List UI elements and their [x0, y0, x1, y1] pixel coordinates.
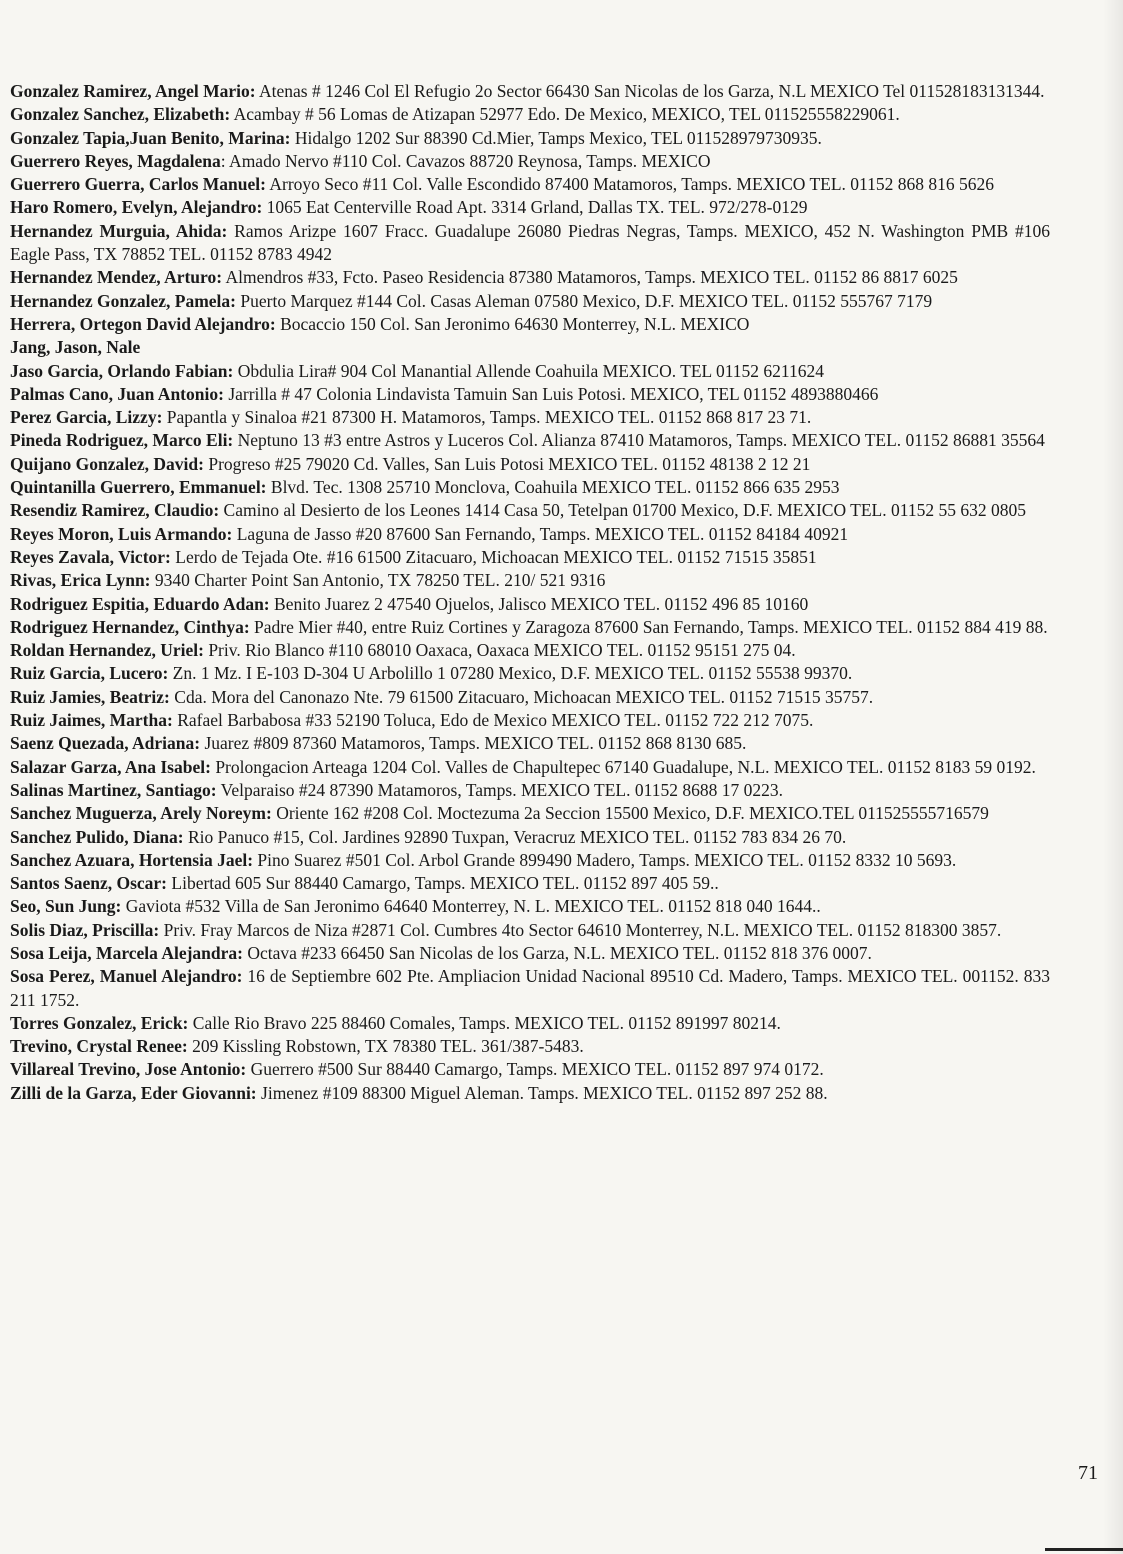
- entry-detail: Bocaccio 150 Col. San Jeronimo 64630 Monterrey, N.L. MEXICO: [275, 313, 750, 334]
- directory-entry: [10, 523, 1050, 546]
- directory-entry: [10, 709, 1050, 732]
- entry-detail: Obdulia Lira# 904 Col Manantial Allende Coahuila MEXICO. TEL 01152 6211624: [233, 360, 825, 381]
- directory-entry: [10, 173, 1050, 196]
- entry-name: Rodriguez Espitia, Eduardo Adan:: [10, 593, 270, 614]
- entry-name: Rodriguez Hernandez, Cinthya:: [10, 616, 250, 637]
- entry-name: Haro Romero, Evelyn, Alejandro:: [10, 197, 263, 218]
- entry-name: Perez Garcia, Lizzy:: [10, 407, 163, 428]
- directory-entry: [10, 360, 1050, 383]
- entry-name: Salazar Garza, Ana Isabel:: [10, 756, 211, 777]
- directory-entry: [10, 616, 1050, 639]
- entry-detail: Priv. Fray Marcos de Niza #2871 Col. Cumbres 4to Sector 64610 Monterrey, N.L. MEXICO TEL. 01152 818300 3857.: [159, 919, 1002, 940]
- entry-detail: Cda. Mora del Canonazo Nte. 79 61500 Zitacuaro, Michoacan MEXICO TEL. 01152 71515 35757.: [169, 686, 874, 707]
- entry-detail: : Amado Nervo #110 Col. Cavazos 88720 Reynosa, Tamps. MEXICO: [220, 150, 711, 171]
- entry-name: Trevino, Crystal Renee:: [10, 1036, 188, 1057]
- directory-entry: [10, 965, 1050, 1012]
- directory-entry: [10, 779, 1050, 802]
- entry-name: Zilli de la Garza, Eder Giovanni:: [10, 1082, 257, 1103]
- directory-entry: [10, 872, 1050, 895]
- entry-name: Palmas Cano, Juan Antonio:: [10, 383, 224, 404]
- entry-name: Pineda Rodriguez, Marco Eli:: [10, 430, 234, 451]
- entry-name: Solis Diaz, Priscilla:: [10, 919, 160, 940]
- entry-detail: Padre Mier #40, entre Ruiz Cortines y Zaragoza 87600 San Fernando, Tamps. MEXICO TEL. 01152 884 419 88.: [249, 616, 1048, 637]
- directory-entry: [10, 290, 1050, 313]
- directory-entry: [10, 942, 1050, 965]
- directory-entry: [10, 150, 1050, 173]
- directory-list: [10, 80, 1050, 1105]
- entry-detail: Progreso #25 79020 Cd. Valles, San Luis Potosi MEXICO TEL. 01152 48138 2 12 21: [203, 453, 811, 474]
- directory-entry: [10, 476, 1050, 499]
- entry-detail: Ramos Arizpe 1607 Fracc. Guadalupe 26080 Piedras Negras, Tamps. MEXICO, 452 N. Washington PMB #106 Eagle Pass, TX 78852 TEL. 01152 8783 4942: [10, 220, 1050, 265]
- directory-entry: [10, 336, 1050, 359]
- entry-name: Seo, Sun Jung:: [10, 896, 122, 917]
- entry-name: Saenz Quezada, Adriana:: [10, 733, 201, 754]
- directory-entry: [10, 569, 1050, 592]
- entry-name: Sosa Leija, Marcela Alejandra:: [10, 942, 243, 963]
- directory-entry: [10, 127, 1050, 150]
- entry-name: Gonzalez Tapia,Juan Benito, Marina:: [10, 127, 291, 148]
- entry-detail: Jarrilla # 47 Colonia Lindavista Tamuin San Luis Potosi. MEXICO, TEL 01152 4893880466: [223, 383, 879, 404]
- entry-name: Quintanilla Guerrero, Emmanuel:: [10, 477, 267, 498]
- entry-detail: 209 Kissling Robstown, TX 78380 TEL. 361/387-5483.: [187, 1036, 584, 1057]
- entry-detail: Calle Rio Bravo 225 88460 Comales, Tamps. MEXICO TEL. 01152 891997 80214.: [188, 1012, 781, 1033]
- directory-entry: [10, 196, 1050, 219]
- entry-detail: Puerto Marquez #144 Col. Casas Aleman 07580 Mexico, D.F. MEXICO TEL. 01152 555767 7179: [236, 290, 933, 311]
- entry-name: Ruiz Garcia, Lucero:: [10, 663, 169, 684]
- directory-entry: [10, 1058, 1050, 1081]
- directory-entry: [10, 546, 1050, 569]
- directory-entry: [10, 1035, 1050, 1058]
- entry-name: Ruiz Jamies, Beatriz:: [10, 686, 170, 707]
- directory-entry: [10, 429, 1050, 452]
- entry-name: Ruiz Jaimes, Martha:: [10, 710, 173, 731]
- entry-detail: 16 de Septiembre 602 Pte. Ampliacion Unidad Nacional 89510 Cd. Madero, Tamps. MEXICO TEL. 001152. 833 211 1752.: [10, 966, 1050, 1010]
- entry-name: Villareal Trevino, Jose Antonio:: [10, 1059, 247, 1080]
- entry-name: Salinas Martinez, Santiago:: [10, 779, 217, 800]
- corner-mark: [1045, 1548, 1123, 1551]
- entry-name: Quijano Gonzalez, David:: [10, 453, 204, 474]
- entry-detail: Hidalgo 1202 Sur 88390 Cd.Mier, Tamps Mexico, TEL 011528979730935.: [290, 127, 822, 148]
- entry-name: Sanchez Azuara, Hortensia Jael:: [10, 849, 254, 870]
- entry-detail: Acambay # 56 Lomas de Atizapan 52977 Edo. De Mexico, MEXICO, TEL 011525558229061.: [230, 104, 900, 125]
- entry-detail: Velparaiso #24 87390 Matamoros, Tamps. MEXICO TEL. 01152 8688 17 0223.: [216, 779, 783, 800]
- directory-entry: [10, 639, 1050, 662]
- page-number: 71: [1078, 1462, 1098, 1484]
- entry-detail: Zn. 1 Mz. I E-103 D-304 U Arbolillo 1 07280 Mexico, D.F. MEXICO TEL. 01152 55538 99370.: [168, 663, 853, 684]
- entry-name: Resendiz Ramirez, Claudio:: [10, 500, 220, 521]
- entry-name: Hernandez Murguia, Ahida:: [10, 220, 228, 241]
- entry-detail: Libertad 605 Sur 88440 Camargo, Tamps. MEXICO TEL. 01152 897 405 59..: [167, 873, 719, 894]
- entry-detail: Pino Suarez #501 Col. Arbol Grande 899490 Madero, Tamps. MEXICO TEL. 01152 8332 10 5693.: [253, 849, 957, 870]
- entry-detail: Neptuno 13 #3 entre Astros y Luceros Col. Alianza 87410 Matamoros, Tamps. MEXICO TEL. 01152 86881 35564: [233, 430, 1045, 451]
- entry-detail: Laguna de Jasso #20 87600 San Fernando, Tamps. MEXICO TEL. 01152 84184 40921: [232, 523, 849, 544]
- directory-entry: [10, 220, 1050, 267]
- entry-detail: Almendros #33, Fcto. Paseo Residencia 87380 Matamoros, Tamps. MEXICO TEL. 01152 86 8817 6025: [222, 267, 958, 288]
- directory-entry: [10, 453, 1050, 476]
- entry-name: Hernandez Gonzalez, Pamela:: [10, 290, 236, 311]
- entry-name: Reyes Moron, Luis Armando:: [10, 523, 233, 544]
- directory-entry: [10, 80, 1050, 103]
- entry-detail: Oriente 162 #208 Col. Moctezuma 2a Seccion 15500 Mexico, D.F. MEXICO.TEL 011525555716579: [271, 803, 989, 824]
- entry-detail: Camino al Desierto de los Leones 1414 Casa 50, Tetelpan 01700 Mexico, D.F. MEXICO TEL. 01152 55 632 0805: [219, 500, 1026, 521]
- entry-name: Hernandez Mendez, Arturo:: [10, 267, 223, 288]
- directory-entry: [10, 756, 1050, 779]
- directory-entry: [10, 919, 1050, 942]
- entry-detail: Juarez #809 87360 Matamoros, Tamps. MEXICO TEL. 01152 868 8130 685.: [200, 733, 747, 754]
- directory-entry: [10, 1082, 1050, 1105]
- entry-detail: Octava #233 66450 San Nicolas de los Garza, N.L. MEXICO TEL. 01152 818 376 0007.: [242, 942, 872, 963]
- entry-detail: Guerrero #500 Sur 88440 Camargo, Tamps. MEXICO TEL. 01152 897 974 0172.: [246, 1059, 824, 1080]
- directory-entry: [10, 732, 1050, 755]
- directory-entry: [10, 499, 1050, 522]
- entry-detail: Arroyo Seco #11 Col. Valle Escondido 87400 Matamoros, Tamps. MEXICO TEL. 01152 868 816 5626: [265, 174, 995, 195]
- directory-entry: [10, 313, 1050, 336]
- entry-detail: Gaviota #532 Villa de San Jeronimo 64640 Monterrey, N. L. MEXICO TEL. 01152 818 040 1644..: [121, 896, 821, 917]
- entry-name: Sosa Perez, Manuel Alejandro:: [10, 966, 243, 987]
- directory-entry: [10, 1012, 1050, 1035]
- entry-detail: Papantla y Sinaloa #21 87300 H. Matamoros, Tamps. MEXICO TEL. 01152 868 817 23 71.: [162, 407, 812, 428]
- entry-name: Santos Saenz, Oscar:: [10, 873, 168, 894]
- entry-detail: Jimenez #109 88300 Miguel Aleman. Tamps. MEXICO TEL. 01152 897 252 88.: [256, 1082, 828, 1103]
- entry-name: Torres Gonzalez, Erick:: [10, 1012, 189, 1033]
- directory-entry: [10, 686, 1050, 709]
- entry-detail: Rafael Barbabosa #33 52190 Toluca, Edo de Mexico MEXICO TEL. 01152 722 212 7075.: [172, 710, 814, 731]
- directory-entry: [10, 849, 1050, 872]
- entry-detail: Benito Juarez 2 47540 Ojuelos, Jalisco MEXICO TEL. 01152 496 85 10160: [269, 593, 809, 614]
- entry-name: Sanchez Muguerza, Arely Noreym:: [10, 803, 272, 824]
- entry-name: Herrera, Ortegon David Alejandro:: [10, 313, 276, 334]
- entry-detail: Priv. Rio Blanco #110 68010 Oaxaca, Oaxaca MEXICO TEL. 01152 95151 275 04.: [203, 640, 796, 661]
- directory-entry: [10, 662, 1050, 685]
- directory-entry: [10, 266, 1050, 289]
- entry-name: Gonzalez Sanchez, Elizabeth:: [10, 104, 231, 125]
- entry-name: Jang, Jason, Nale: [10, 337, 141, 358]
- page-edge-shadow: [1103, 0, 1123, 1554]
- directory-entry: [10, 895, 1050, 918]
- entry-detail: Rio Panuco #15, Col. Jardines 92890 Tuxpan, Veracruz MEXICO TEL. 01152 783 834 26 70.: [183, 826, 847, 847]
- entry-name: Reyes Zavala, Victor:: [10, 546, 171, 567]
- entry-name: Jaso Garcia, Orlando Fabian:: [10, 360, 234, 381]
- entry-detail: Lerdo de Tejada Ote. #16 61500 Zitacuaro, Michoacan MEXICO TEL. 01152 71515 35851: [170, 546, 817, 567]
- entry-detail: 1065 Eat Centerville Road Apt. 3314 Grland, Dallas TX. TEL. 972/278-0129: [262, 197, 808, 218]
- entry-detail: 9340 Charter Point San Antonio, TX 78250 TEL. 210/ 521 9316: [150, 570, 606, 591]
- entry-name: Rivas, Erica Lynn:: [10, 570, 151, 591]
- directory-entry: [10, 406, 1050, 429]
- directory-entry: [10, 383, 1050, 406]
- directory-entry: [10, 802, 1050, 825]
- entry-detail: Atenas # 1246 Col El Refugio 2o Sector 66430 San Nicolas de los Garza, N.L MEXICO Tel 011528183131344.: [255, 81, 1045, 101]
- directory-entry: [10, 593, 1050, 616]
- directory-entry: [10, 826, 1050, 849]
- entry-name: Sanchez Pulido, Diana:: [10, 826, 184, 847]
- directory-entry: [10, 103, 1050, 126]
- entry-detail: Blvd. Tec. 1308 25710 Monclova, Coahuila MEXICO TEL. 01152 866 635 2953: [266, 477, 840, 498]
- entry-name: Guerrero Reyes, Magdalena: [10, 150, 221, 171]
- entry-detail: Prolongacion Arteaga 1204 Col. Valles de Chapultepec 67140 Guadalupe, N.L. MEXICO TEL. 01152 8183 59 0192.: [210, 756, 1036, 777]
- entry-name: Roldan Hernandez, Uriel:: [10, 640, 204, 661]
- entry-name: Gonzalez Ramirez, Angel Mario:: [10, 81, 256, 101]
- entry-name: Guerrero Guerra, Carlos Manuel:: [10, 174, 266, 195]
